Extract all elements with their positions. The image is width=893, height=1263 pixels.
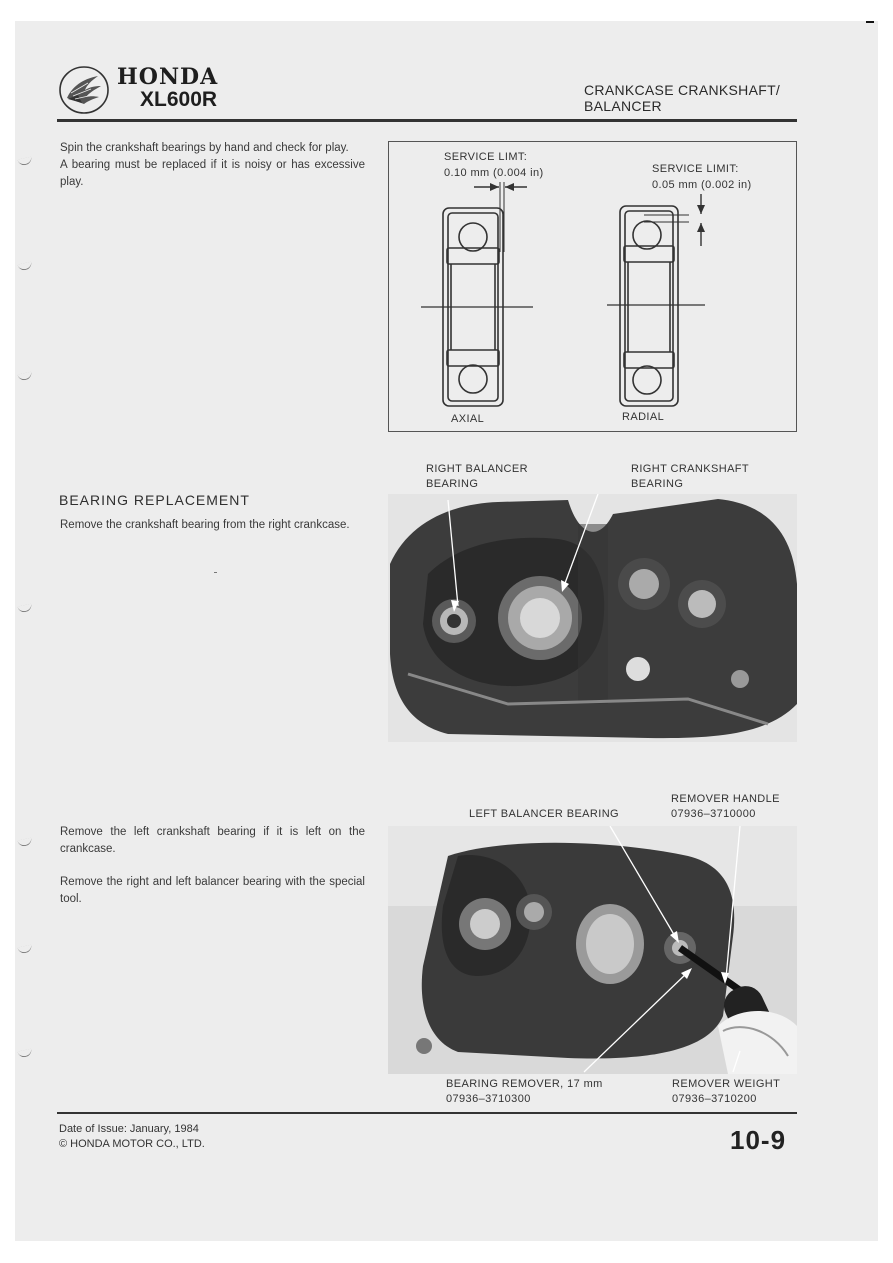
stray-mark — [214, 572, 217, 573]
brand-name: HONDA — [117, 64, 219, 90]
left-crankcase-photo — [388, 826, 797, 1074]
remover-handle-label — [671, 792, 780, 822]
right-crankshaft-label-line2: BEARING — [631, 478, 684, 490]
section-title — [584, 82, 780, 114]
right-balancer-label-line1: RIGHT BALANCER — [426, 463, 528, 475]
right-crankcase-photo — [388, 494, 797, 742]
left-removal-paragraph-2: Remove the right and left balancer bearing with the special tool. — [60, 876, 365, 905]
right-crankshaft-bearing-label — [631, 462, 749, 492]
axial-limit-value: 0.10 mm (0.004 in) — [444, 167, 544, 179]
right-crankshaft-label-line1: RIGHT CRANKSHAFT — [631, 463, 750, 475]
page-edge-mark — [866, 21, 874, 23]
radial-limit-label: SERVICE LIMIT: — [652, 163, 739, 175]
bearing-diagram — [388, 141, 797, 432]
radial-limit-value: 0.05 mm (0.002 in) — [652, 179, 752, 191]
intro-text — [60, 140, 365, 191]
footer-rule — [57, 1112, 797, 1114]
honda-wing-logo — [58, 65, 110, 115]
model-name: XL600R — [140, 88, 218, 111]
bearing-remover-label — [446, 1077, 603, 1107]
left-removal-text — [60, 824, 365, 908]
remover-weight-line1: REMOVER WEIGHT — [672, 1078, 781, 1090]
intro-paragraph-1: Spin the crankshaft bearings by hand and check for play. — [60, 142, 349, 154]
header-rule — [57, 119, 797, 122]
copyright: © HONDA MOTOR CO., LTD. — [59, 1138, 205, 1150]
axial-caption: AXIAL — [451, 413, 485, 425]
bearing-replacement-heading: BEARING REPLACEMENT — [59, 492, 250, 508]
remover-handle-line1: REMOVER HANDLE — [671, 793, 780, 805]
intro-paragraph-2: A bearing must be replaced if it is noisy or has excessive play. — [60, 159, 365, 188]
footer-info — [59, 1122, 205, 1152]
page-number: 10-9 — [730, 1125, 787, 1155]
remover-weight-line2: 07936–3710200 — [672, 1093, 757, 1105]
section-title-line1: CRANKCASE CRANKSHAFT/ — [584, 82, 781, 98]
section-title-line2: BALANCER — [584, 98, 662, 114]
remover-weight-label — [672, 1077, 780, 1107]
bearing-remover-line2: 07936–3710300 — [446, 1093, 531, 1105]
issue-date: Date of Issue: January, 1984 — [59, 1123, 199, 1135]
left-removal-paragraph-1: Remove the left crankshaft bearing if it is left on the crankcase. — [60, 826, 365, 855]
left-balancer-bearing-label: LEFT BALANCER BEARING — [469, 808, 620, 820]
right-balancer-bearing-label — [426, 462, 528, 492]
right-balancer-label-line2: BEARING — [426, 478, 479, 490]
radial-caption: RADIAL — [622, 411, 665, 423]
axial-limit-label: SERVICE LIMT: — [444, 151, 528, 163]
remover-handle-line2: 07936–3710000 — [671, 808, 756, 820]
bearing-replacement-text: Remove the crankshaft bearing from the right crankcase. — [60, 519, 350, 531]
bearing-remover-line1: BEARING REMOVER, 17 mm — [446, 1078, 603, 1090]
